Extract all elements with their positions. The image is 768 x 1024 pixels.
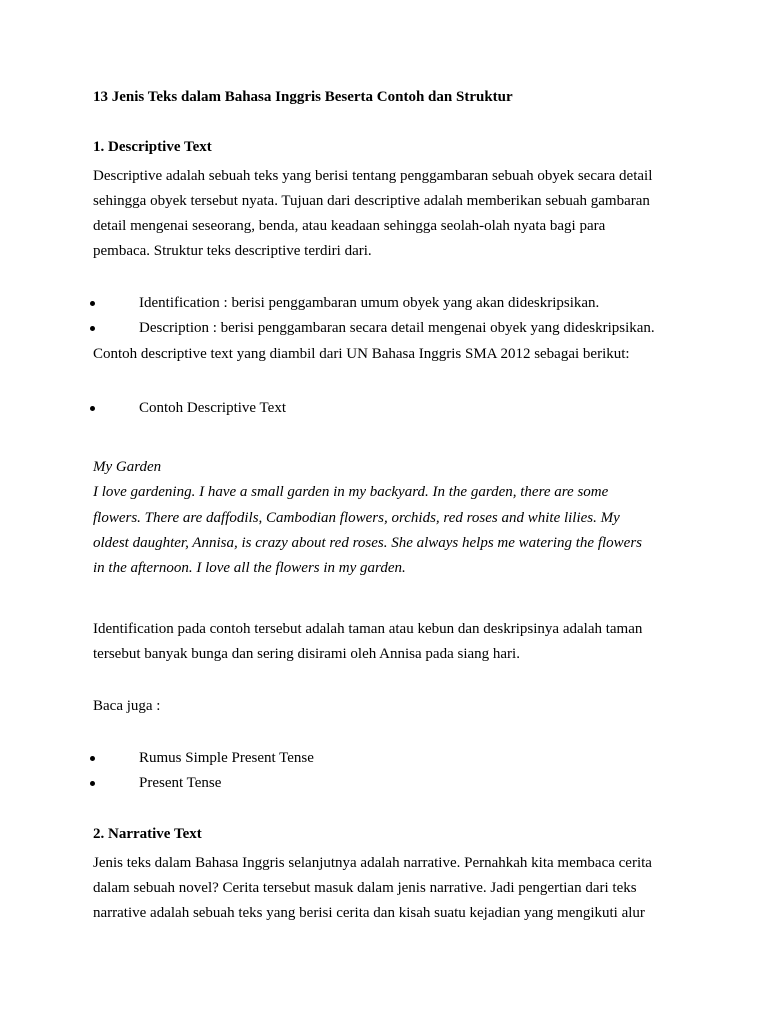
list-item-example: Contoh Descriptive Text (139, 400, 286, 416)
explanation-line: tersebut banyak bunga dan sering disirami oleh Annisa pada siang hari. (93, 646, 520, 662)
paragraph-line: narrative adalah sebuah teks yang berisi cerita dan kisah suatu kejadian yang mengikuti alur (93, 905, 645, 921)
bullet-icon (90, 781, 95, 786)
section-heading-narrative: 2. Narrative Text (93, 826, 202, 842)
bullet-icon (90, 756, 95, 761)
bullet-icon (90, 406, 95, 411)
see-also-label: Baca juga : (93, 698, 161, 714)
list-item-identification: Identification : berisi penggambaran umum obyek yang akan dideskripsikan. (139, 295, 600, 311)
paragraph-line: pembaca. Struktur teks descriptive terdiri dari. (93, 243, 372, 259)
example-line: I love gardening. I have a small garden in my backyard. In the garden, there are some (93, 484, 609, 500)
document-title: 13 Jenis Teks dalam Bahasa Inggris Beserta Contoh dan Struktur (93, 89, 513, 105)
example-line: flowers. There are daffodils, Cambodian flowers, orchids, red roses and white lilies. My (93, 510, 620, 526)
see-also-link[interactable]: Rumus Simple Present Tense (139, 750, 314, 766)
paragraph-line: detail mengenai seseorang, benda, atau keadaan sehingga seolah-olah nyata bagi para (93, 218, 606, 234)
see-also-link[interactable]: Present Tense (139, 775, 222, 791)
example-title: My Garden (93, 459, 162, 475)
bullet-icon (90, 326, 95, 331)
example-intro: Contoh descriptive text yang diambil dari UN Bahasa Inggris SMA 2012 sebagai berikut: (93, 346, 630, 362)
paragraph-line: Jenis teks dalam Bahasa Inggris selanjutnya adalah narrative. Pernahkah kita membaca cerita (93, 855, 652, 871)
explanation-line: Identification pada contoh tersebut adalah taman atau kebun dan deskripsinya adalah taman (93, 621, 643, 637)
example-line: in the afternoon. I love all the flowers in my garden. (93, 560, 406, 576)
bullet-icon (90, 301, 95, 306)
list-item-description: Description : berisi penggambaran secara detail mengenai obyek yang dideskripsikan. (139, 320, 655, 336)
example-line: oldest daughter, Annisa, is crazy about red roses. She always helps me watering the flowers (93, 535, 643, 551)
paragraph-line: sehingga obyek tersebut nyata. Tujuan dari descriptive adalah memberikan sebuah gambaran (93, 193, 650, 209)
paragraph-line: Descriptive adalah sebuah teks yang berisi tentang penggambaran sebuah obyek secara detail (93, 168, 653, 184)
section-heading-descriptive: 1. Descriptive Text (93, 139, 212, 155)
paragraph-line: dalam sebuah novel? Cerita tersebut masuk dalam jenis narrative. Jadi pengertian dari teks (93, 880, 637, 896)
